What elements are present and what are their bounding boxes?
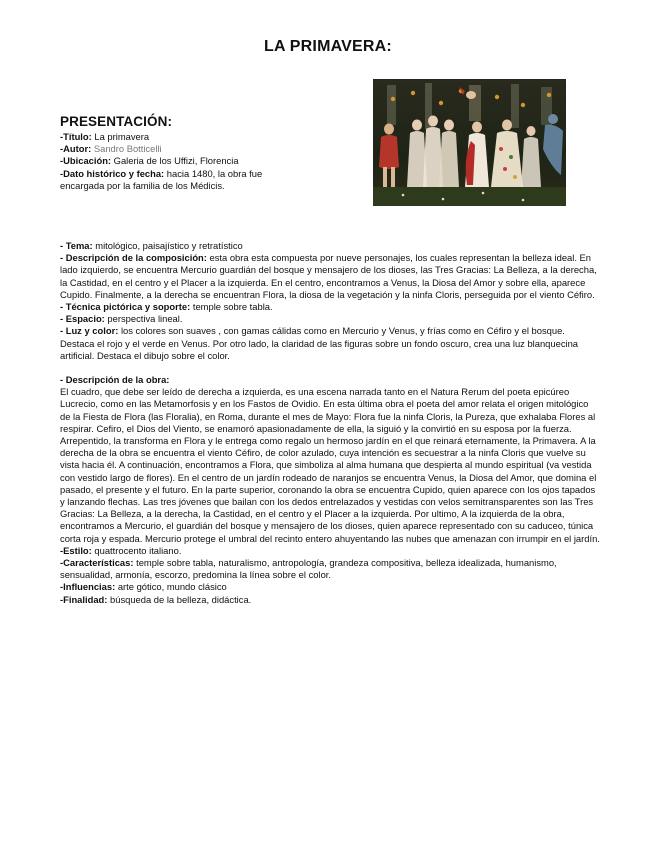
composicion-value: esta obra esta compuesta por nueve personajes, los cuales representan la belleza ideal. En lado izquierdo, se encuentra Mercurio guardián del bosque y mensajero de los dioses, las Tres Gracias: La Belleza, a la derecha, la Castidad, en el centro y el Placer a la izquierda. En el centro, encontramos a Venus, la Diosa del Amor y sobre ella, aparece Cupido. Finalmente, a la derecha se encuentran Flora, la diosa de la vegetación y la ninfa Cloris, perseguida por el viento Céfiro. bbox=[60, 252, 597, 300]
tema-value: mitológico, paisajístico y retratístico bbox=[95, 240, 243, 251]
autor-value: Sandro Botticelli bbox=[93, 143, 162, 155]
obra-label-line bbox=[60, 374, 600, 386]
tema-label: - Tema: bbox=[60, 240, 93, 251]
estilo-label: -Estilo: bbox=[60, 544, 92, 556]
ubicacion-label: -Ubicación: bbox=[60, 155, 112, 167]
finalidad-label: -Finalidad: bbox=[60, 593, 108, 605]
autor-line bbox=[60, 143, 360, 155]
presentacion-heading: PRESENTACIÓN: bbox=[60, 114, 173, 129]
luz-value: los colores son suaves , con gamas cálidas como en Mercurio y Venus, y frías como en Céfiro y el bosque. Destaca el rojo y el verde en Venus. Por otro lado, la claridad de las figuras sobre un fondo oscuro, crea una luz blanquecina artificial. Destaca el dibujo sobre el color. bbox=[60, 325, 579, 361]
section-gap bbox=[60, 362, 600, 374]
dato-value-2: encargada por la familia de los Médicis. bbox=[60, 179, 225, 191]
espacio-paragraph bbox=[60, 313, 600, 325]
finalidad-value: búsqueda de la belleza, didáctica. bbox=[110, 593, 252, 605]
influencias-label: -Influencias: bbox=[60, 581, 116, 593]
estilo-paragraph bbox=[60, 545, 600, 557]
dato-label: -Dato histórico y fecha: bbox=[60, 167, 165, 179]
caracteristicas-paragraph bbox=[60, 557, 600, 581]
tecnica-label: - Técnica pictórica y soporte: bbox=[60, 301, 191, 313]
tecnica-paragraph bbox=[60, 301, 600, 313]
dato-line bbox=[60, 168, 360, 180]
luz-label: - Luz y color: bbox=[60, 325, 119, 337]
composicion-label: - Descripción de la composición: bbox=[60, 252, 207, 264]
analysis-body bbox=[60, 240, 600, 606]
obra-label: - Descripción de la obra: bbox=[60, 374, 170, 386]
ubicacion-line bbox=[60, 155, 360, 167]
primavera-painting-image bbox=[373, 79, 566, 206]
caracteristicas-value: temple sobre tabla, naturalismo, antropología, grandeza compositiva, belleza idealizada, humanismo, sensualidad, armonía, escorzo, predomina la línea sobre el color. bbox=[60, 557, 557, 581]
document-title: LA PRIMAVERA: bbox=[264, 38, 392, 55]
finalidad-paragraph bbox=[60, 594, 600, 606]
caracteristicas-label: -Características: bbox=[60, 557, 134, 569]
luz-paragraph bbox=[60, 325, 600, 362]
titulo-value: La primavera bbox=[94, 131, 150, 142]
composicion-paragraph bbox=[60, 252, 600, 301]
influencias-value: arte gótico, mundo clásico bbox=[117, 581, 227, 593]
ubicacion-value: Galeria de los Uffizi, Florencia bbox=[113, 155, 239, 167]
influencias-paragraph bbox=[60, 581, 600, 593]
espacio-label: - Espacio: bbox=[60, 313, 105, 325]
titulo-line bbox=[60, 131, 360, 143]
espacio-value: perspectiva lineal. bbox=[107, 313, 183, 325]
dato-value-1: hacia 1480, la obra fue bbox=[166, 167, 263, 179]
presentacion-section bbox=[60, 114, 360, 192]
tema-paragraph bbox=[60, 240, 600, 252]
dato-line-2 bbox=[60, 180, 360, 192]
autor-label: -Autor: bbox=[60, 143, 92, 155]
estilo-value: quattrocento italiano. bbox=[94, 544, 182, 556]
obra-paragraph: El cuadro, que debe ser leído de derecha a izquierda, es una escena narrada tanto en el Natura Rerum del poeta epicúreo Lucrecio, como en las Metamorfosis y en los Fastos de Ovidio. En esta última obra el poeta del amor relata el origen mitológico de la Fiesta de Flora (las Floralia), en Roma, durante el mes de Mayo: Flora fue la ninfa Cloris, la Pureza, que exhalaba Flores al respirar. Cefiro, el Dios del Viento, se enamoró apasionadamente de ella, la siguió y la convirtió en su esposa por la fuerza. Arrepentido, la transforma en Flora y le entrega como regalo un hermoso jardín en el que reinará eternamente, la Primavera. A la derecha de la obra se encuentra el viento Céfiro, de color azulado, cuya intención es secuestrar a la ninfa Cloris que vuelve su vista hacia él. A continuación, encontramos a Flora, que simboliza al alma humana que despierta al mundo espiritual (va vestida con vestido largo de flores). En el centro de un jardín rodeado de naranjos se encuentra Venus, la Diosa del Amor, que domina el pasado, el presente y el futuro. En la parte superior, coronando la obra se encuentra Cupido, quien aparece con los ojos tapados y lanzando flechas. Las tres jóvenes que bailan con los dedos entrelazados y vestidas con velos semitransparentes son las Tres Gracias: La Belleza, a la derecha, la Castidad, en el centro y el Placer a la izquierda. Por ultimo, A la izquierda de la obra, encontramos a Mercurio, el guardián del bosque y mensajero de los dioses, quien aparece representado con su caduceo, túnica corta roja y espada. Mercurio protege el umbral del recinto entero ahuyentando las nubes que amenazan con irrumpir en el jardín. bbox=[60, 386, 600, 544]
tecnica-value: temple sobre tabla. bbox=[192, 301, 273, 313]
titulo-label: -Título: bbox=[60, 131, 92, 142]
